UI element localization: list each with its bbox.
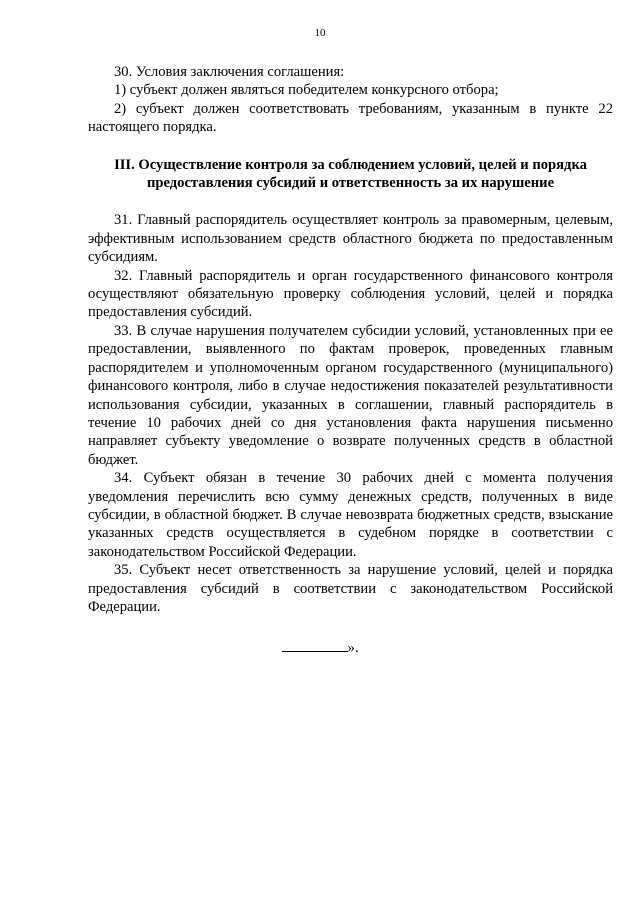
closing-quote: ». [347,640,359,656]
paragraph-35: 35. Субъект несет ответственность за нарушение условий, целей и порядка предоставления субсидий в соответствии с законодательством Российской Федерации. [88,562,613,615]
section-title [88,156,613,193]
paragraph-33: 33. В случае нарушения получателем субсидии условий, установленных при ее предоставлении, выявленного по фактам проверок, проведенных главным распорядителем и уполномоченным органом государственного (муниципального) финансового контроля, либо в случае недостижения показателей результативности использования субсидии, указанных в соглашении, главный распорядитель в течение 10 рабочих дней со дня установления факта нарушения письменно направляет субъекту уведомление о возврате полученных средств в областной бюджет. [88,322,613,468]
paragraph-31: 31. Главный распорядитель осуществляет контроль за правомерным, целевым, эффективным использованием средств областного бюджета по предоставленным субсидиям. [88,212,613,266]
paragraph-30: 30. Условия заключения соглашения: [114,64,345,80]
paragraph-34: 34. Субъект обязан в течение 30 рабочих дней с момента получения уведомления перечислить всю сумму денежных средств, полученных в виде субсидии, в областной бюджет. В случае невозврата бюджетных средств, взыскание указанных средств осуществляется в судебном порядке в соответствии с законодательством Российской Федерации. [88,470,613,560]
page-number: 10 [314,27,326,39]
paragraph-32: 32. Главный распорядитель и орган государственного финансового контроля осуществляют обязательную проверку соблюдения условий, целей и порядка предоставления субсидий. [88,267,613,321]
paragraph-30-item-2: 2) субъект должен соответствовать требованиям, указанным в пункте 22 настоящего порядка. [88,100,613,136]
paragraph-30-item-1: 1) субъект должен являться победителем конкурсного отбора; [114,82,499,99]
closing-line [0,637,640,657]
section-title-line-1: III. Осуществление контроля за соблюдением условий, целей и порядка [114,156,587,173]
document-body [88,63,613,616]
signature-blank-line [282,637,348,652]
section-title-line-2: предоставления субсидий и ответственность за их нарушение [146,175,555,192]
